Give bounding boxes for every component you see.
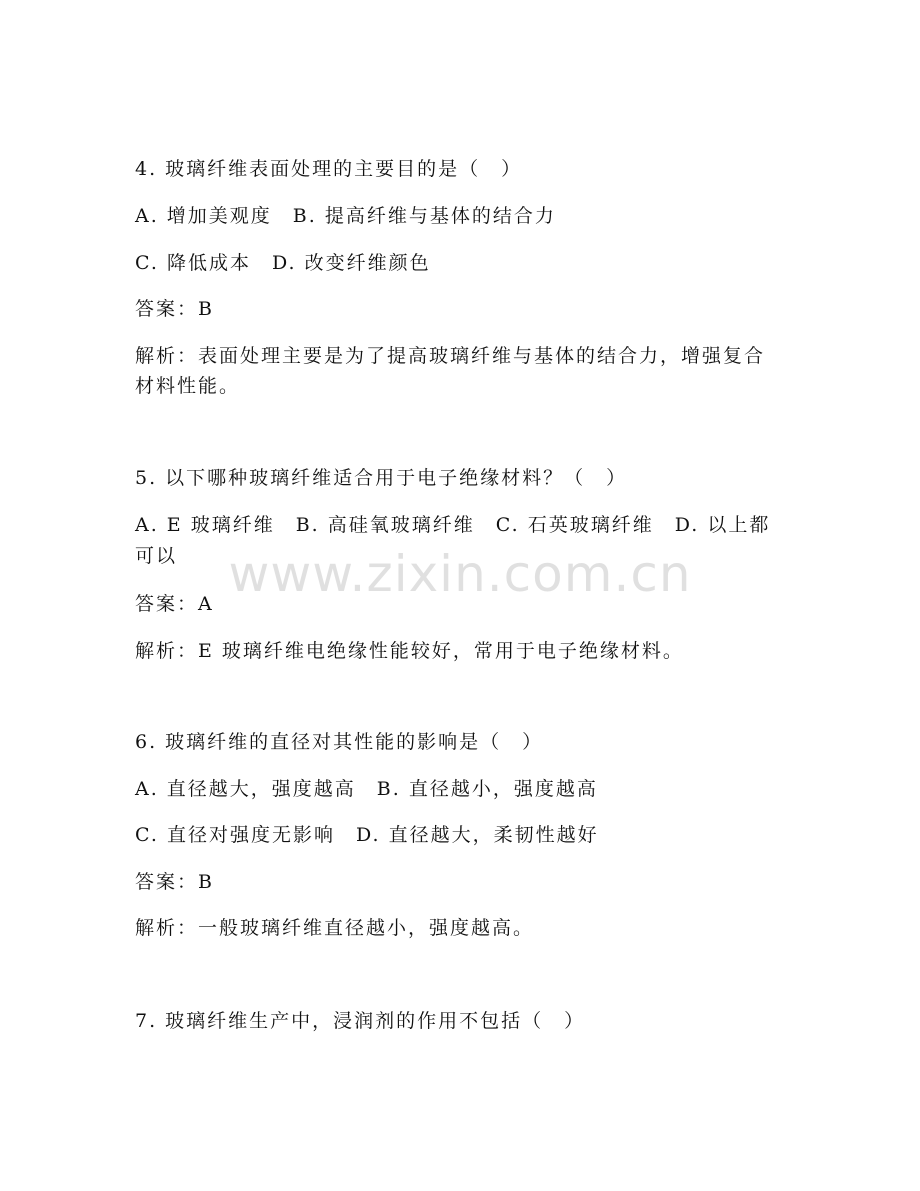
watermark: www.zixin.com.cn bbox=[228, 545, 692, 603]
question-4-options-line-2: C. 降低成本 D. 改变纤维颜色 bbox=[135, 252, 431, 274]
question-6-stem: 6. 玻璃纤维的直径对其性能的影响是（ ） bbox=[135, 731, 544, 753]
question-6-options-line-1: A. 直径越大，强度越高 B. 直径越小，强度越高 bbox=[135, 778, 598, 800]
question-5-answer: 答案：A bbox=[135, 593, 214, 615]
question-5-options-line-1: A. E 玻璃纤维 B. 高硅氧玻璃纤维 C. 石英玻璃纤维 D. 以上都 bbox=[135, 514, 771, 536]
question-4-options-line-1: A. 增加美观度 B. 提高纤维与基体的结合力 bbox=[135, 205, 556, 227]
question-5-analysis: 解析：E 玻璃纤维电绝缘性能较好，常用于电子绝缘材料。 bbox=[135, 640, 684, 662]
question-5-stem: 5. 以下哪种玻璃纤维适合用于电子绝缘材料？（ ） bbox=[135, 467, 628, 489]
question-4-analysis-line-2: 材料性能。 bbox=[135, 375, 241, 397]
question-5-options-line-2: 可以 bbox=[135, 545, 178, 567]
question-6-answer: 答案：B bbox=[135, 871, 214, 893]
question-7-stem: 7. 玻璃纤维生产中，浸润剂的作用不包括（ ） bbox=[135, 1010, 586, 1032]
question-4-stem: 4. 玻璃纤维表面处理的主要目的是（ ） bbox=[135, 158, 523, 180]
question-6-options-line-2: C. 直径对强度无影响 D. 直径越大，柔韧性越好 bbox=[135, 824, 599, 846]
question-4-answer: 答案：B bbox=[135, 298, 214, 320]
question-6-analysis: 解析：一般玻璃纤维直径越小，强度越高。 bbox=[135, 917, 535, 939]
question-4-analysis-line-1: 解析：表面处理主要是为了提高玻璃纤维与基体的结合力，增强复合 bbox=[135, 345, 766, 367]
